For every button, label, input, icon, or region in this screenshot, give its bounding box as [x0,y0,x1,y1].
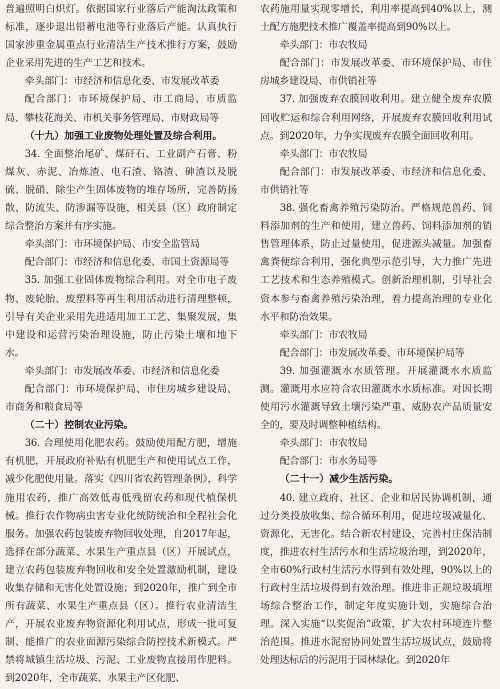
paragraph: 牵头部门：市农牧局 [279,148,368,160]
paragraph: 35. 加强工业固体废物综合利用。对全市电子废物、废轮胎、废塑料等再生利用活动进行清理整顿，引导有关企业采用先进适用加工工艺、集聚发展，集中建设和运营污染治理设施，防止污染土壤和地下水。 [5,275,237,359]
left-column [5,1,237,689]
paragraph: 牵头部门：市农牧局 [279,40,368,52]
section-heading: （二十一）减少生活污染。 [279,474,399,486]
paragraph: 配合部门：市发展改革委、市环境保护局等 [279,347,465,359]
paragraph: 配合部门：市环境保护局、市工商局、市质监局、攀枝花海关、市机关事务管理局、市财政局等 [5,94,237,124]
paragraph: 农药施用量实现零增长，利用率提高到40%以上，测土配方施肥技术推广覆盖率提高到90%以上。 [260,4,492,34]
right-column [260,1,492,670]
paragraph: 36. 合理使用化肥农药。鼓励使用配方肥，增施有机肥，开展政府补贴有机肥生产和使用试点工作，减少化肥使用量。落实《四川省农药管理条例》，科学施用农药，推广高效低毒低残留农药和现代植保机械。推行农作物病虫害专业化统防统治和全程社会化服务。加强农药包装废弃物回收处理，自2017年起，选择在部分蔬菜、水果生产重点县（区）开展试点，建立农药包装废弃物回收和安全处置激励机制，建设收集存储和无害化处置设施；到2020年，推广到全市所有蔬菜、水果生产重点县（区）。推行农业清洁生产，开展农业废弃物资源化利用试点，形成一批可复制、能推广的农业面源污染综合防控技术新模式。严禁将城镇生活垃圾、污泥、工业废物直接用作肥料。到2020年，全市蔬菜、水果主产区化肥、 [5,438,237,685]
section-heading: （二十）控制农业污染。 [24,420,134,432]
paragraph: 配合部门：市环境保护局、市住房城乡建设局、市商务和粮食局等 [5,383,237,414]
paragraph: 37. 加强废弃农膜回收利用。建立健全废弃农膜回收贮运和综合利用网络，开展废弃农膜回收利用试点。到2020年，力争实现废弃农膜全面回收利用。 [260,94,492,142]
paragraph: 配合部门：市发展改革委、市环境保护局、市住房城乡建设局、市供销社等 [260,58,492,88]
paragraph: 配合部门：市发展改革委、市经济和信息化委、市供销社等 [260,166,492,196]
paragraph: 39. 加强灌溉水水质管理。开展灌溉水水质监测。灌溉用水应符合农田灌溉水水质标准。对因长期使用污水灌溉导致土壤污染严重、威胁农产品质量安全的，要及时调整种植结构。 [260,365,492,432]
paragraph: 牵头部门：市环境保护局、市安全监管局 [24,239,200,251]
paragraph: 牵头部门：市农牧局 [279,438,368,450]
paragraph: 34. 全面整治尾矿、煤矸石、工业副产石膏、粉煤灰、赤泥、冶炼渣、电石渣、铬渣、砷渣以及脱硫、脱硝、除尘产生固体废物的堆存场所，完善防扬散、防流失、防渗漏等设施，相关县（区）政府制定综合整治方案并有序实施。 [5,148,237,233]
paragraph: 牵头部门：市经济和信息化委、市发展改革委 [24,76,220,88]
paragraph: 配合部门：市经济和信息化委、市国土资源局等 [24,257,230,269]
paragraph: 普遍照明白炽灯。依据国家行业落后产能淘汰政策和标准，逐步退出铅蓄电池等行业落后产能。认真执行国家涉重金属重点行业清洁生产技术推行方案，鼓励企业采用先进的生产工艺和技术。 [5,4,237,70]
paragraph: 牵头部门：市农牧局 [279,329,368,341]
paragraph: 牵头部门：市发展改革委、市经济和信息化委 [24,365,220,377]
paragraph: 配合部门：市水务局等 [279,456,378,468]
paragraph: 40. 建立政府、社区、企业和居民协调机制，通过分类投放收集、综合循环利用，促进垃圾减量化、资源化、无害化。结合新农村建设，完善村庄保洁制度，推进农村生活污水和生活垃圾治理，到2020年，全市60%行政村生活污水得到有效处理，90%以上的行政村生活垃圾得到有效治理。推进非正规垃圾填埋场综合整治工作，制定年度实施计划，实施综合治理。深入实施“以奖促治”政策，扩大农村环境连片整治范围。推进水泥窑协同处置生活垃圾试点，鼓励将处理达标后的污泥用于园林绿化。到2020年 [260,492,492,667]
section-heading: （十九）加强工业废物处理处置及综合利用。 [24,130,223,142]
paragraph: 38. 强化畜禽养殖污染防治。严格规范兽药、饲料添加剂的生产和使用，建立兽药、饲料添加剂的销售管理体系，防止过量使用，促进源头减量。加强畜禽粪便综合利用，强化典型示范引导，大力推广先进工艺技术和生态养殖模式。创新治理机制，引导社会资本参与畜禽养殖污染治理，着力提高治理的专业化水平和防治效果。 [260,203,492,323]
